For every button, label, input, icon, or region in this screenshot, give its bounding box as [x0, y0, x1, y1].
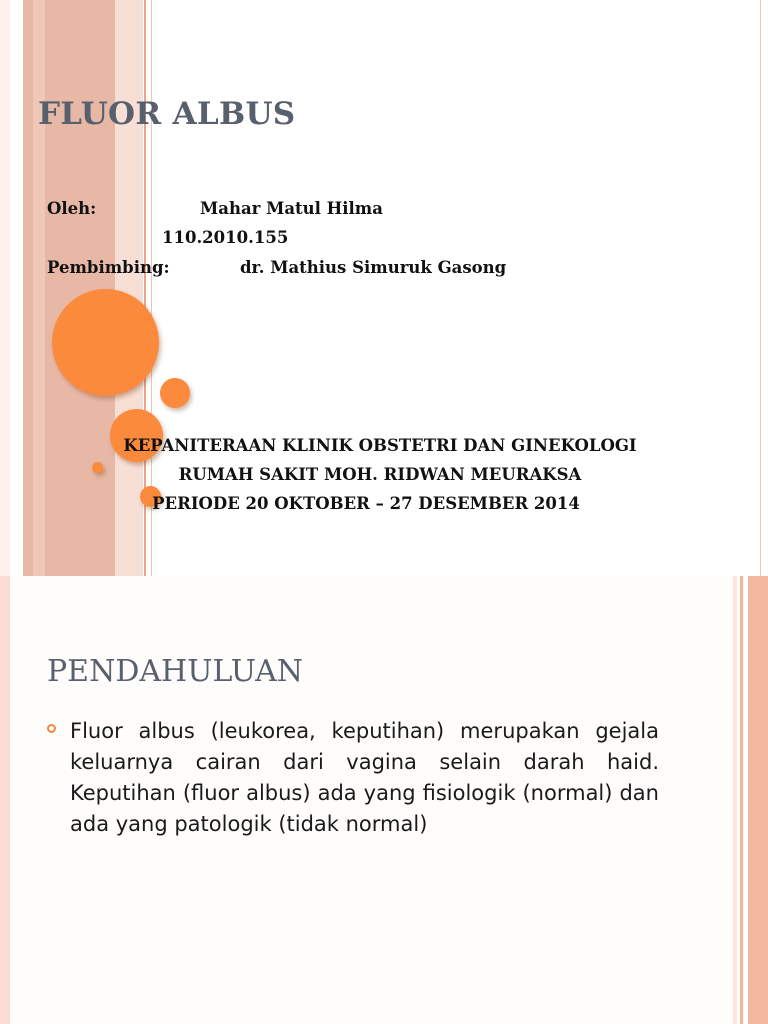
decorative-band: [733, 576, 737, 1024]
institution-line-3: PERIODE 20 OKTOBER – 27 DESEMBER 2014: [152, 494, 580, 513]
decorative-band: [740, 576, 743, 1024]
bullet-text: Fluor albus (leukorea, keputihan) merupakan gejala keluarnya cairan dari vagina selain darah haid. Keputihan (fluor albus) ada yang fisiologik (normal) dan ada yang patologik (tidak normal): [70, 719, 659, 836]
decorative-band: [0, 0, 10, 576]
decorative-circle-large: [52, 289, 159, 396]
author-name: Mahar Matul Hilma: [200, 199, 383, 218]
intro-slide: [0, 576, 768, 1024]
slide-title: FLUOR ALBUS: [38, 96, 296, 132]
author-id: 110.2010.155: [162, 228, 289, 247]
advisor-label: Pembimbing:: [47, 258, 170, 277]
decorative-band: [115, 0, 143, 576]
section-title: PENDAHULUAN: [47, 654, 304, 689]
decorative-circle-small: [160, 378, 190, 408]
decorative-band: [748, 576, 768, 1024]
decorative-line: [760, 0, 761, 576]
advisor-name: dr. Mathius Simuruk Gasong: [240, 258, 507, 277]
institution-line-2: RUMAH SAKIT MOH. RIDWAN MEURAKSA: [178, 465, 582, 484]
institution-line-1: KEPANITERAAN KLINIK OBSTETRI DAN GINEKOLOGI: [123, 436, 637, 455]
decorative-band: [33, 0, 45, 576]
author-label: Oleh:: [47, 199, 97, 218]
bullet-ring-icon: [47, 724, 56, 733]
decorative-band: [0, 576, 10, 1024]
bullet-item: [47, 716, 659, 840]
